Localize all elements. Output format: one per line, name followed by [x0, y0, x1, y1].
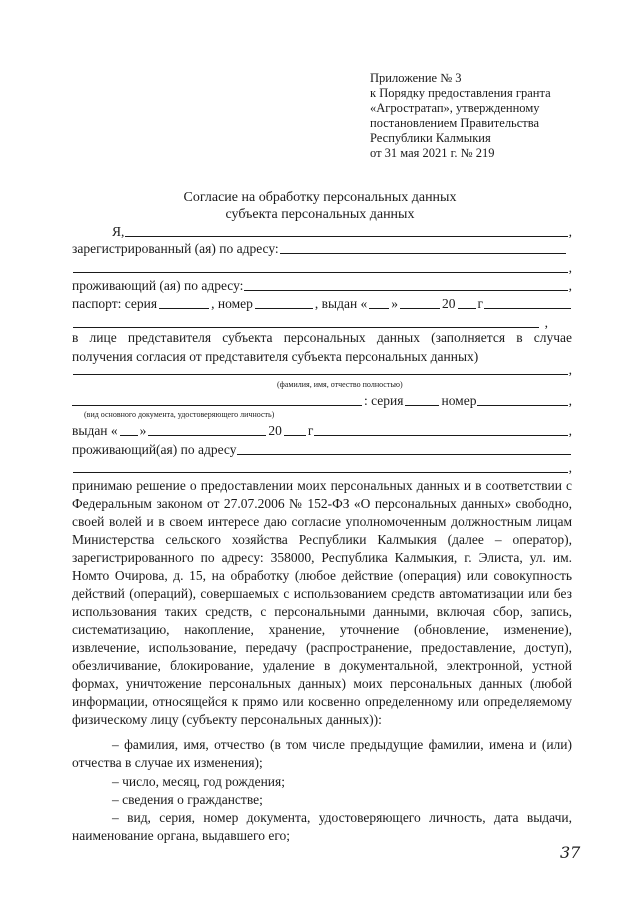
living-label: проживающий (ая) по адресу:	[72, 278, 244, 293]
full-name-field[interactable]	[125, 224, 567, 237]
living-row	[72, 276, 572, 294]
rep-address-continuation-row	[72, 458, 572, 476]
rep-issued-by-field[interactable]	[314, 423, 567, 436]
passport-series-label: паспорт: серия	[72, 296, 158, 311]
representative-doc-type-field[interactable]	[72, 393, 362, 406]
registered-row	[72, 239, 572, 257]
rep-address-continuation-field[interactable]	[73, 460, 568, 473]
list-item: – фамилия, имя, отчество (в том числе предыдущие фамилии, имена и (или) отчества в случае их изменения);	[72, 737, 572, 770]
series2-label: : серия	[364, 393, 404, 408]
appendix-header	[370, 71, 620, 161]
year-suffix: г	[477, 296, 484, 311]
representative-series-field[interactable]	[405, 393, 439, 406]
number-label: , номер	[211, 296, 253, 311]
rep-issued-month-field[interactable]	[148, 423, 266, 436]
year-prefix: 20	[442, 296, 456, 311]
list-item: – сведения о гражданстве;	[112, 792, 263, 807]
representative-number-field[interactable]	[477, 393, 567, 406]
registered-label: зарегистрированный (ая) по адресу:	[72, 241, 279, 256]
quote-close: »	[391, 296, 399, 311]
issued-day-field[interactable]	[369, 296, 389, 309]
comma: ,	[568, 260, 572, 275]
title-line: субъекта персональных данных	[225, 207, 415, 222]
passport-number-field[interactable]	[255, 296, 313, 309]
living2-label: проживающий(ая) по адресу	[72, 442, 237, 457]
rep-issued-year-field[interactable]	[284, 423, 306, 436]
ya-label: Я,	[112, 224, 125, 239]
rep-living-address-field[interactable]	[237, 442, 571, 455]
issued-year-field[interactable]	[458, 296, 476, 309]
representative-living-row	[72, 440, 572, 458]
year-suffix: г	[307, 423, 314, 438]
year-prefix: 20	[268, 423, 282, 438]
living-address-field[interactable]	[244, 278, 567, 291]
comma: ,	[568, 224, 572, 239]
address-continuation-row	[72, 258, 572, 276]
passport-row	[72, 294, 572, 312]
appendix-line: Республики Калмыкия	[370, 131, 491, 145]
comma: ,	[568, 278, 572, 293]
representative-doc-row	[72, 391, 572, 409]
consent-paragraph: принимаю решение о предоставлении моих персональных данных и в соответствии с Федеральным законом от 27.07.2006 № 152-ФЗ «О персональных данных» свободно, своей волей и в своем интересе даю согласие уполномоченным должностным лицам Министерства сельского хозяйства Республики Калмыкия (далее – оператор), зарегистрированного по адресу: 358000, Республика Калмыкия, г. Элиста, ул. им. Номто Очирова, д. 15, на обработку (любое действие (операция) или совокупность действий (операций), совершаемых с использованием средств автоматизации или без использования таких средств, с персональными данными, включая сбор, запись, систематизацию, накопление, хранение, уточнение (обновление, изменение), извлечение, использование, передачу (распространение, предоставление, доступ), обезличивание, блокирование, удаление в документальной, электронной, устной формах, уничтожение персональных данных) моих персональных данных (любой информации, относящейся к прямо или косвенно определенному или определяемому физическому лицу (субъекту персональных данных)):	[72, 478, 572, 727]
appendix-line: от 31 мая 2021 г. № 219	[370, 146, 495, 160]
comma: ,	[568, 460, 572, 475]
page-number: 37	[560, 843, 581, 862]
address-continuation-field[interactable]	[73, 260, 568, 273]
caption-fio: (фамилия, имя, отчество полностью)	[277, 380, 403, 389]
comma: ,	[568, 423, 572, 438]
name-row	[72, 222, 572, 240]
comma: ,	[568, 362, 572, 377]
issued-by-field[interactable]	[484, 296, 571, 309]
list-item: – число, месяц, год рождения;	[112, 774, 285, 789]
representative-issued-row	[72, 421, 572, 439]
appendix-line: к Порядку предоставления гранта	[370, 86, 551, 100]
comma: ,	[568, 393, 572, 408]
registered-address-field[interactable]	[280, 241, 566, 254]
caption-doc: (вид основного документа, удостоверяющего личность)	[84, 410, 275, 419]
representative-name-field[interactable]	[73, 362, 568, 375]
document-title	[0, 189, 640, 223]
representative-name-row	[72, 360, 572, 378]
issued-month-field[interactable]	[400, 296, 440, 309]
issued-label: , выдан «	[314, 296, 368, 311]
representative-paragraph: в лице представителя субъекта персональных данных (заполняется в случае получения согласия от представителя субъекта персональных данных)	[72, 330, 572, 364]
title-line: Согласие на обработку персональных данных	[183, 190, 457, 205]
list-item: – вид, серия, номер документа, удостоверяющего личность, дата выдачи, наименование органа, выдавшего его;	[72, 810, 572, 843]
comma: ,	[544, 315, 548, 330]
quote-close: »	[139, 423, 147, 438]
appendix-line: постановлением Правительства	[370, 116, 540, 130]
appendix-line: Приложение № 3	[370, 71, 462, 85]
appendix-line: «Агростратап», утвержденному	[370, 101, 540, 115]
issued-by-continuation-field[interactable]	[73, 315, 539, 328]
passport-series-field[interactable]	[159, 296, 209, 309]
rep-issued-day-field[interactable]	[120, 423, 138, 436]
issued2-label: выдан «	[72, 423, 118, 438]
number2-label: номер	[441, 393, 477, 408]
